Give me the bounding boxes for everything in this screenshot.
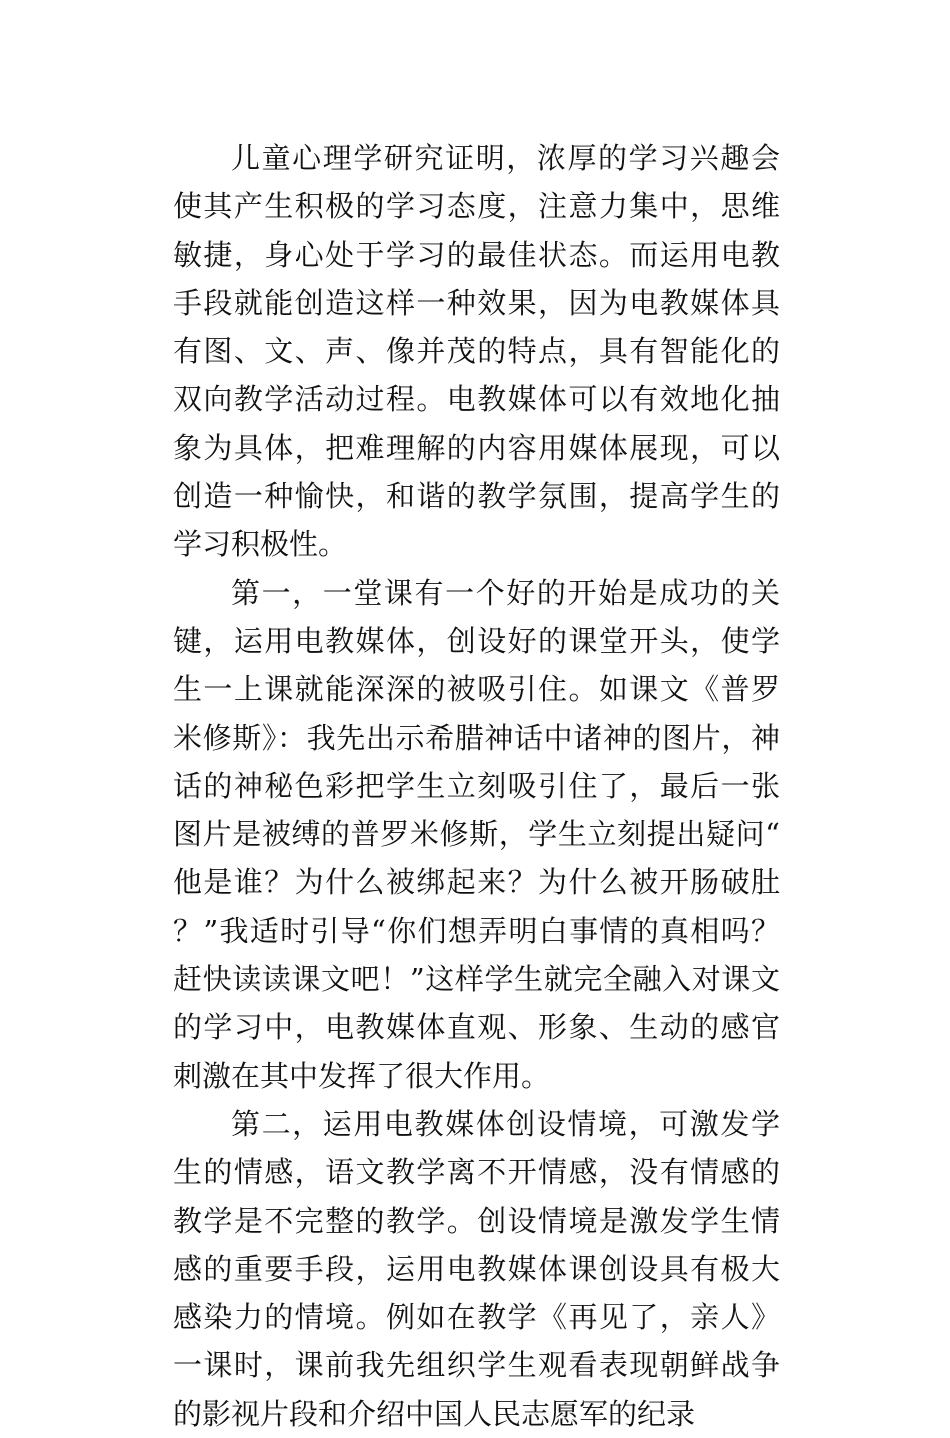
paragraph-first-point: 第一，一堂课有一个好的开始是成功的关键，运用电教媒体，创设好的课堂开头，使学生一上课就能深深的被吸引住。如课文《普罗米修斯》：我先出示希腊神话中诸神的图片，神话的神秘色彩把学生立刻吸引住了，最后一张图片是被缚的普罗米修斯，学生立刻提出疑问“他是谁？为什么被绑起来？为什么被开肠破肚？”我适时引导“你们想弄明白事情的真相吗？赶快读读课文吧！”这样学生就完全融入对课文的学习中，电教媒体直观、形象、生动的感官刺激在其中发挥了很大作用。 [173,575,780,1093]
document-body [173,134,780,1438]
paragraph-second-point: 第二，运用电教媒体创设情境，可激发学生的情感，语文教学离不开情感，没有情感的教学是不完整的教学。创设情境是激发学生情感的重要手段，运用电教媒体课创设具有极大感染力的情境。例如在教学《再见了，亲人》一课时，课前我先组织学生观看表现朝鲜战争的影视片段和介绍中国人民志愿军的纪录 [173,1106,780,1431]
paragraph-intro: 儿童心理学研究证明，浓厚的学习兴趣会使其产生积极的学习态度，注意力集中，思维敏捷，身心处于学习的最佳状态。而运用电教手段就能创造这样一种效果，因为电教媒体具有图、文、声、像并茂的特点，具有智能化的双向教学活动过程。电教媒体可以有效地化抽象为具体，把难理解的内容用媒体展现，可以创造一种愉快，和谐的教学氛围，提高学生的学习积极性。 [173,141,780,562]
